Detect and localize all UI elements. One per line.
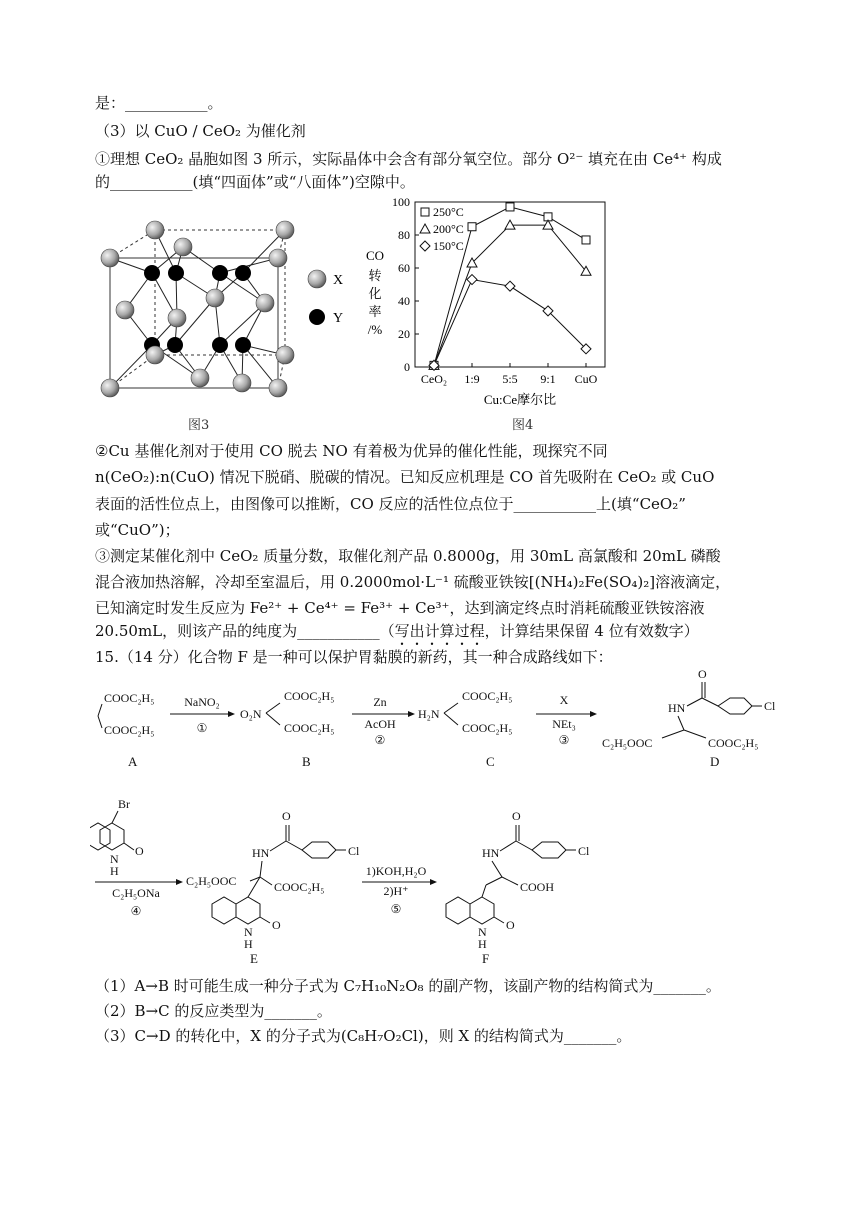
y-axis-label-line1: CO [365,248,385,263]
reagent-o: O [135,844,144,858]
step2-number: ② [374,733,386,747]
e-ester-right: COOC₂H₅ [274,880,325,894]
y-tick-label: 0 [404,360,410,374]
emphasis-text: 写出计算过程 [394,622,485,640]
step5-acid: 2)H⁺ [383,884,409,898]
b-ester-top: COOC₂H₅ [284,689,335,703]
x-tick-label: 5:5 [502,372,518,386]
question-active-site-end: 或“CuO”)； [95,521,180,539]
e-chloro: Cl [348,844,360,858]
legend-y-swatch [309,309,325,325]
purity-text: 20.50mL，则该产品的纯度为___________（ [95,622,395,640]
y-tick-label: 60 [398,261,410,275]
reagent-bromo: Br [118,797,130,811]
legend-marker [420,224,430,233]
question-15-1: （1）A→B 时可能生成一种分子式为 C₇H₁₀N₂O₈ 的副产物，该副产物的结构简式为_______。 [95,977,721,995]
subquestion-3-title: （3）以 CuO / CeO₂ 为催化剂 [95,122,306,140]
step5-number: ⑤ [390,902,402,916]
f-nh-ring: N [478,925,487,939]
e-o: O [272,918,281,932]
question-titration-1: ③测定某催化剂中 CeO₂ 质量分数，取催化剂产品 0.8000g，用 30mL 高氯酸和 20mL 磷酸 [95,547,721,565]
f-carbonyl-o: O [512,809,521,823]
e-carbonyl-o: O [282,809,291,823]
co-conversion-chart [355,192,630,412]
x-tick-label: CuO [574,372,598,386]
b-ester-bottom: COOC₂H₅ [284,721,335,735]
y-axis-label-line2: 转 [368,268,382,283]
b-nitro-group: O₂N [240,707,262,721]
x-tick-label: 1:9 [464,372,480,386]
question-titration-2: 混合液加热溶解，冷却至室温后，用 0.2000mol·L⁻¹ 硫酸亚铁铵[(NH₄)₂Fe(SO₄)₂]溶液滴定， [95,573,731,591]
step4-base: C₂H₅ONa [112,886,160,900]
data-point [506,203,514,211]
d-ester-left: C₂H₅OOC [602,736,653,750]
step2-solvent: AcOH [364,717,396,731]
y-axis-label-line4: 率 [368,304,382,319]
label-f: F [482,951,490,966]
a-ester-top: COOC₂H₅ [104,691,155,705]
label-b: B [302,754,311,769]
label-e: E [250,951,258,966]
c-ester-bottom: COOC₂H₅ [462,721,513,735]
label-a: A [128,754,138,769]
series-line-2 [434,280,586,366]
data-point [582,236,590,244]
legend-marker [421,208,429,216]
d-nh: HN [668,701,686,715]
f-o: O [506,918,515,932]
question-15-title: 15.（14 分）化合物 F 是一种可以保护胃黏膜的新药，其一种合成路线如下： [95,648,613,666]
step3-base: NEt₃ [552,717,576,731]
y-axis-label-line3: 化 [368,286,382,301]
x-tick-label: CeO₂ [420,372,448,386]
reagent-nh: N [110,852,119,866]
question-cu-catalyst: ②Cu 基催化剂对于使用 CO 脱去 NO 有着极为优异的催化性能，现探究不同 [95,442,608,460]
question-ratio-line: n(CeO₂):n(CuO) 情况下脱硝、脱碳的情况。已知反应机理是 CO 首先吸附在 CeO₂ 或 CuO [95,468,715,486]
e-h-ring: H [244,937,253,951]
legend-y-label: Y [333,311,344,326]
figure-4-caption: 图4 [512,418,534,433]
purity-note: ，计算结果保留 4 位有效数字） [484,622,699,640]
y-axis-label-line5: /% [367,322,383,337]
question-active-site: 表面的活性位点上，由图像可以推断，CO 反应的活性位点位于___________上(填“CeO₂” [95,495,686,513]
e-nh: HN [252,846,270,860]
d-ester-right: COOC₂H₅ [708,736,759,750]
reagent-h: H [110,864,119,878]
step3-number: ③ [558,733,570,747]
step1-number: ① [196,721,208,735]
question-15-2: （2）B→C 的反应类型为_______。 [95,1002,332,1020]
legend-x-swatch [308,270,326,288]
synthesis-scheme-row2 [90,795,650,967]
d-carbonyl-o: O [698,668,707,681]
question-titration-3: 已知滴定时发生反应为 Fe²⁺ + Ce⁴⁺ = Fe³⁺ + Ce³⁺，达到滴定终点时消耗硫酸亚铁铵溶液 [95,599,705,617]
question-titration-4 [95,620,699,649]
f-acid: COOH [520,880,555,894]
data-point [468,223,476,231]
legend-label: 200°C [433,222,464,236]
question-15-3: （3）C→D 的转化中，X 的分子式为(C₈H₇O₂Cl)，则 X 的结构简式为_______。 [95,1027,632,1045]
label-d: D [710,754,720,769]
y-tick-label: 20 [398,327,410,341]
synthesis-scheme-row1 [90,668,790,773]
f-h-ring: H [478,937,487,951]
d-chloro: Cl [764,699,776,713]
step5-reagent: 1)KOH,H₂O [365,864,427,878]
step2-reagent: Zn [373,695,387,709]
x-tick-label: 9:1 [540,372,556,386]
step1-reagent: NaNO₂ [184,695,220,709]
e-nh-ring: N [244,925,253,939]
figure-3-caption: 图3 [188,418,210,433]
question-ceo2-cell: ①理想 CeO₂ 晶胞如图 3 所示，实际晶体中会含有部分氧空位。部分 O²⁻ 填充在由 Ce⁴⁺ 构成 [95,150,722,168]
legend-label: 250°C [433,205,464,219]
legend-label: 150°C [433,239,464,253]
x-axis-label: Cu:Ce摩尔比 [483,392,557,407]
f-chloro: Cl [578,844,590,858]
label-c: C [486,754,495,769]
e-ester-left: C₂H₅OOC [186,874,237,888]
y-tick-label: 100 [392,195,410,209]
a-ester-bottom: COOC₂H₅ [104,723,155,737]
line-answer-blank: 是：___________。 [95,94,223,112]
c-amino-group: H₂N [418,707,440,721]
y-tick-label: 80 [398,228,410,242]
data-point [467,275,477,285]
step3-reagent: X [559,693,569,707]
legend-marker [420,241,430,251]
y-tick-label: 40 [398,294,410,308]
legend-x-label: X [333,273,344,288]
step4-number: ④ [130,904,142,918]
c-ester-top: COOC₂H₅ [462,689,513,703]
crystal-cell-figure [95,215,375,405]
f-nh: HN [482,846,500,860]
question-ceo2-void: 的___________(填“四面体”或“八面体”)空隙中。 [95,173,415,191]
data-point [505,281,515,291]
